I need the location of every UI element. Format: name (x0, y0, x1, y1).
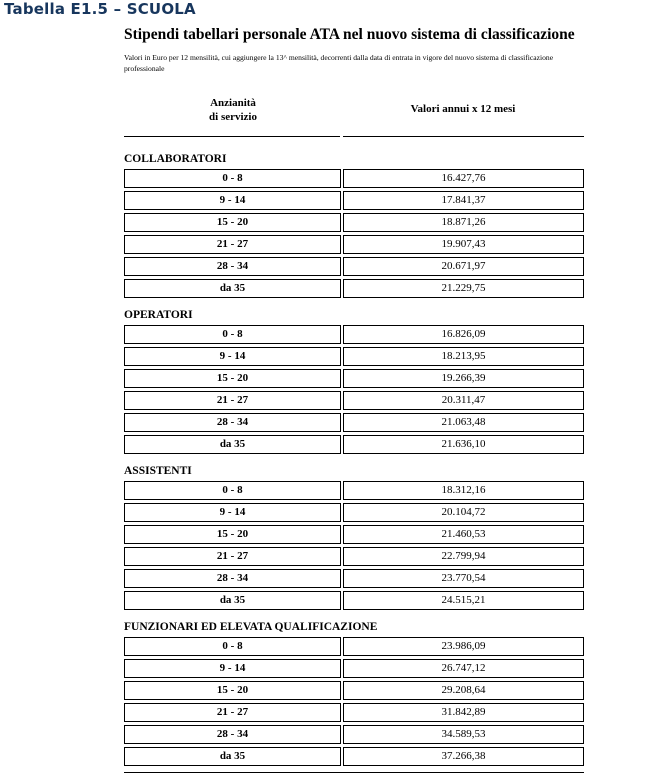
header-rule-right (343, 136, 584, 137)
seniority-cell: 28 - 34 (124, 725, 341, 744)
bottom-rule (124, 772, 584, 773)
header-rule-left (124, 136, 340, 137)
table-row (124, 235, 584, 255)
value-cell: 18.871,26 (343, 213, 584, 232)
table-row (124, 279, 584, 299)
section-heading: ASSISTENTI (124, 465, 192, 477)
value-cell: 16.427,76 (343, 169, 584, 188)
value-cell: 18.213,95 (343, 347, 584, 366)
column-header-seniority-line2: di servizio (209, 111, 257, 123)
column-header-seniority-line1: Anzianità (210, 97, 256, 109)
seniority-cell: 15 - 20 (124, 369, 341, 388)
table-row (124, 503, 584, 523)
table-row (124, 547, 584, 567)
value-cell: 26.747,12 (343, 659, 584, 678)
table-row (124, 169, 584, 189)
seniority-cell: 15 - 20 (124, 213, 341, 232)
value-cell: 37.266,38 (343, 747, 584, 766)
doc-header: Tabella E1.5 – SCUOLA (4, 0, 196, 18)
table-row (124, 659, 584, 679)
seniority-cell: 9 - 14 (124, 191, 341, 210)
value-cell: 19.907,43 (343, 235, 584, 254)
seniority-cell: 28 - 34 (124, 569, 341, 588)
seniority-cell: 21 - 27 (124, 235, 341, 254)
table-row (124, 637, 584, 657)
value-cell: 21.636,10 (343, 435, 584, 454)
value-cell: 20.104,72 (343, 503, 584, 522)
table-row (124, 681, 584, 701)
column-header-seniority (124, 96, 342, 124)
table-row (124, 191, 584, 211)
table-row (124, 391, 584, 411)
seniority-cell: 0 - 8 (124, 637, 341, 656)
table-row (124, 525, 584, 545)
value-cell: 17.841,37 (343, 191, 584, 210)
note-text: Valori in Euro per 12 mensilità, cui aggiungere la 13^ mensilità, decorrenti dalla data di entrata in vigore del nuovo sistema di classificazione professionale (124, 53, 554, 73)
seniority-cell: da 35 (124, 435, 341, 454)
seniority-cell: 21 - 27 (124, 391, 341, 410)
value-cell: 23.986,09 (343, 637, 584, 656)
seniority-cell: da 35 (124, 279, 341, 298)
table-row (124, 257, 584, 277)
table-row (124, 347, 584, 367)
value-cell: 21.229,75 (343, 279, 584, 298)
table-row (124, 213, 584, 233)
seniority-cell: 28 - 34 (124, 413, 341, 432)
seniority-cell: 15 - 20 (124, 681, 341, 700)
table-row (124, 591, 584, 611)
table-row (124, 747, 584, 767)
table-row (124, 435, 584, 455)
value-cell: 18.312,16 (343, 481, 584, 500)
table-row (124, 481, 584, 501)
section-heading: FUNZIONARI ED ELEVATA QUALIFICAZIONE (124, 621, 378, 633)
section-heading: COLLABORATORI (124, 153, 227, 165)
value-cell: 19.266,39 (343, 369, 584, 388)
seniority-cell: 9 - 14 (124, 347, 341, 366)
value-cell: 21.460,53 (343, 525, 584, 544)
value-cell: 24.515,21 (343, 591, 584, 610)
value-cell: 21.063,48 (343, 413, 584, 432)
seniority-cell: 0 - 8 (124, 325, 341, 344)
value-cell: 29.208,64 (343, 681, 584, 700)
value-cell: 31.842,89 (343, 703, 584, 722)
seniority-cell: 0 - 8 (124, 481, 341, 500)
value-cell: 16.826,09 (343, 325, 584, 344)
seniority-cell: 21 - 27 (124, 547, 341, 566)
seniority-cell: 0 - 8 (124, 169, 341, 188)
table-row (124, 725, 584, 745)
value-cell: 20.671,97 (343, 257, 584, 276)
column-header-values: Valori annui x 12 mesi (410, 103, 516, 115)
table-row (124, 369, 584, 389)
seniority-cell: 9 - 14 (124, 503, 341, 522)
seniority-cell: 21 - 27 (124, 703, 341, 722)
table-row (124, 703, 584, 723)
seniority-cell: da 35 (124, 591, 341, 610)
value-cell: 23.770,54 (343, 569, 584, 588)
seniority-cell: 15 - 20 (124, 525, 341, 544)
value-cell: 20.311,47 (343, 391, 584, 410)
seniority-cell: 28 - 34 (124, 257, 341, 276)
value-cell: 34.589,53 (343, 725, 584, 744)
page-title: Stipendi tabellari personale ATA nel nuovo sistema di classificazione (124, 26, 575, 43)
table-row (124, 569, 584, 589)
table-row (124, 413, 584, 433)
seniority-cell: da 35 (124, 747, 341, 766)
table-row (124, 325, 584, 345)
value-cell: 22.799,94 (343, 547, 584, 566)
section-heading: OPERATORI (124, 309, 193, 321)
seniority-cell: 9 - 14 (124, 659, 341, 678)
